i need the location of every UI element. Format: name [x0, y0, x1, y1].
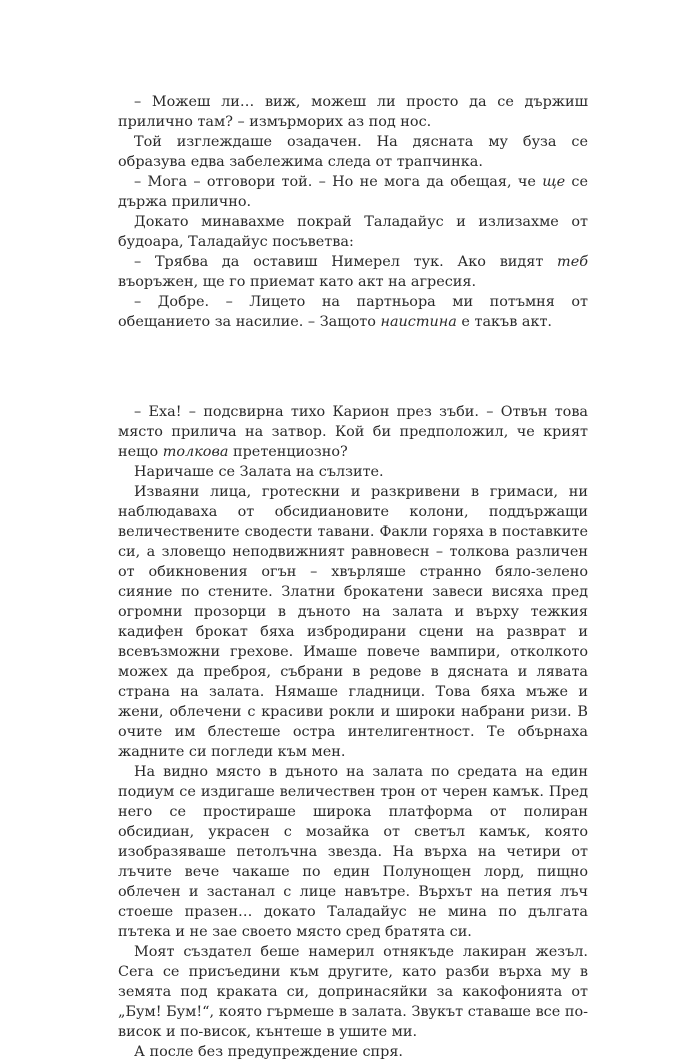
text-run: – Мога – отговори той. – Но не мога да обещая, че	[134, 174, 543, 190]
paragraph	[118, 292, 588, 332]
paragraph	[118, 402, 588, 462]
text-run: се държа прилично.	[118, 174, 588, 210]
paragraph	[118, 462, 588, 482]
paragraph	[118, 482, 588, 762]
text-run: въоръжен, ще го приемат като акт на агресия.	[118, 274, 477, 290]
section-one	[118, 92, 588, 332]
text-run: На видно място в дъното на залата по средата на един подиум се издигаше величествен трон от черен камък. Пред него се простираше широка платформа от полиран обсидиан, украсен с мозайка от светъл камък, която изобразяваше петолъчна звезда. На върха на четири от лъчите вече чакаше по един Полунощен лорд, пищно облечен и застанал с лице навътре. Върхът на петия лъч стоеше празен… докато Таладайус не мина по дългата пътека и не зае своето място сред братята си.	[118, 764, 588, 940]
text-run: Изваяни лица, гротескни и разкривени в гримаси, ни наблюдаваха от обсидиановите колони, поддържащи величествените сводести тавани. Факли горяха в поставките си, а зловещо неподвижният равновесн – толкова различен от обикновения огън – хвърляше странно бяло-зелено сияние по стените. Златни брокатени завеси висяха пред огромни прозорци в дъното на залата и върху тежкия кадифен брокат бяха избродирани сцени на разврат и всевъзможни грехове. Имаше повече вампири, отколкото можех да преброя, събрани в редове в дясната и лявата страна на залата. Нямаше гладници. Това бяха мъже и жени, облечени с красиви рокли и широки набрани ризи. В очите им блестеше остра интелигентност. Те обърнаха жадните си погледи към мен.	[118, 484, 588, 760]
italic-text: наистина	[380, 314, 457, 330]
text-run: – Еха! – подсвирна тихо Карион през зъби. – Отвън това място прилича на затвор. Кой би предположил, че крият нещо	[118, 404, 588, 460]
paragraph	[118, 762, 588, 942]
section-two	[118, 402, 588, 1062]
text-run: Моят създател беше намерил отнякъде лакиран жезъл. Сега се присъедини към другите, като разби върха му в земята под краката си, допринасяйки за какофонията от „Бум! Бум!“, която гърмеше в залата. Звукът ставаше все по-висок и по-висок, кънтеше в ушите ми.	[118, 944, 588, 1040]
text-run: е такъв акт.	[456, 314, 552, 330]
text-run: – Можеш ли… виж, можеш ли просто да се държиш прилично там? – измърморих аз под нос.	[118, 94, 588, 130]
paragraph	[118, 92, 588, 132]
paragraph	[118, 172, 588, 212]
italic-text: толкова	[162, 444, 229, 460]
italic-text: теб	[557, 254, 588, 270]
paragraph	[118, 1042, 588, 1062]
paragraph	[118, 252, 588, 292]
text-run: – Трябва да оставиш Нимерел тук. Ако видят	[134, 254, 558, 270]
text-run: Той изглеждаше озадачен. На дясната му буза се образува едва забележима следа от трапчинка.	[118, 134, 588, 170]
text-run: – Добре. – Лицето на партньора ми потъмня от обещанието за насилие. – Защото	[118, 294, 588, 330]
text-run: А после без предупреждение спря.	[134, 1044, 403, 1060]
paragraph	[118, 212, 588, 252]
italic-text: ще	[542, 174, 566, 190]
text-run: Наричаше се Залата на сълзите.	[134, 464, 384, 480]
paragraph	[118, 132, 588, 172]
text-run: претенциозно?	[228, 444, 348, 460]
paragraph	[118, 942, 588, 1042]
text-run: Докато минавахме покрай Таладайус и излизахме от будоара, Таладайус посъветва:	[118, 214, 588, 250]
page-text	[118, 92, 588, 1062]
section-break	[118, 332, 588, 402]
